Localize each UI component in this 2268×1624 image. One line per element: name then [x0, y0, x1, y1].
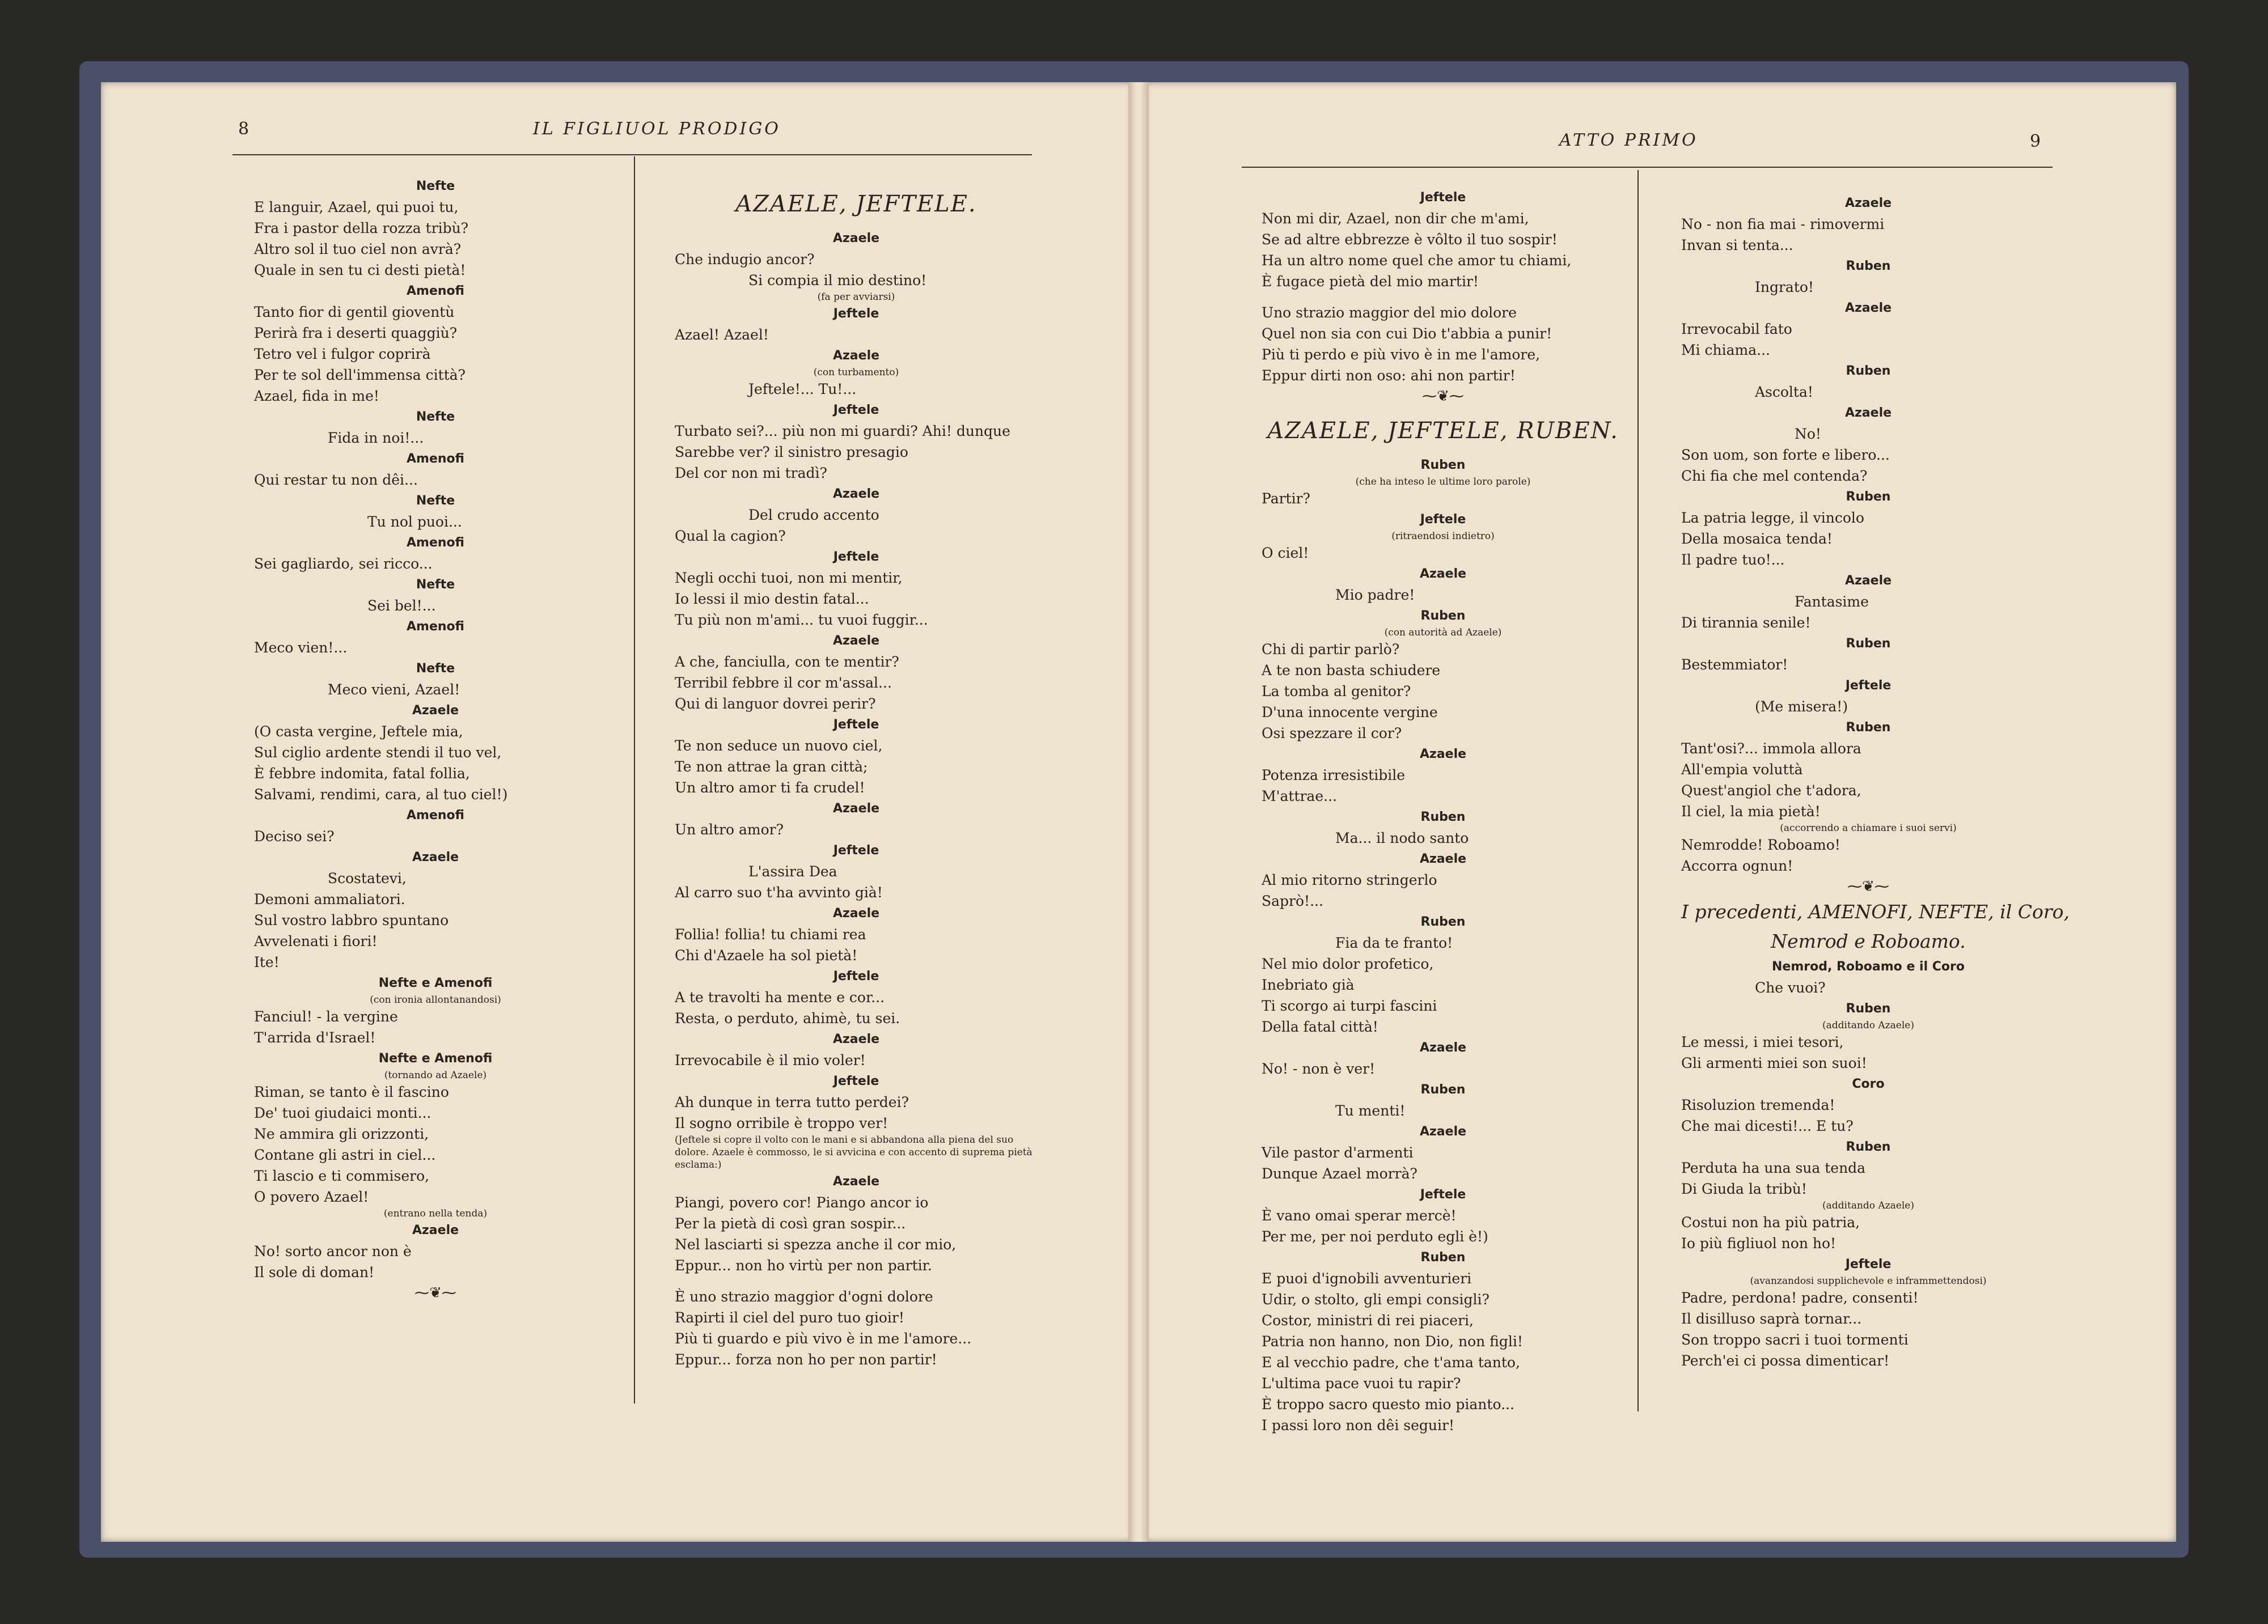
verse-line: Perch'ei ci possa dimenticar!	[1681, 1352, 1890, 1369]
verse-line: Perduta ha una sua tenda	[1681, 1160, 1866, 1176]
verse-line: Azael! Azael!	[675, 327, 769, 343]
verse-line: E languir, Azael, qui puoi tu,	[254, 199, 459, 215]
verse-line: All'empia voluttà	[1681, 761, 1803, 778]
right-column-1	[1262, 187, 1624, 1436]
verse-line: Accorra ognun!	[1681, 858, 1793, 874]
verse-line: Nemrodde! Roboamo!	[1681, 837, 1840, 853]
verse-line: O ciel!	[1262, 545, 1309, 561]
verse-line: Eppur dirti non oso: ahi non partir!	[1262, 367, 1516, 384]
verse-line: Non mi dir, Azael, non dir che m'ami,	[1262, 210, 1529, 227]
verse-line: (O casta vergine, Jeftele mia,	[254, 723, 463, 740]
verse-line: Eppur... forza non ho per non partir!	[675, 1351, 937, 1368]
verse-line: No!	[1795, 426, 1821, 442]
verse-line: Che vuoi?	[1755, 980, 1826, 996]
book-gutter	[1128, 82, 1149, 1542]
verse-line: Sei bel!...	[367, 597, 436, 614]
stanza-gap	[1262, 292, 1624, 302]
speaker-name: Amenofi	[407, 536, 464, 550]
stage-direction: (che ha inteso le ultime loro parole)	[1355, 476, 1531, 487]
verse-line: Al carro suo t'ha avvinto già!	[675, 884, 883, 901]
speaker-name: Azaele	[412, 850, 459, 864]
verse-line: Scostatevi,	[328, 870, 407, 887]
verse-line: T'arrida d'Israel!	[254, 1029, 376, 1046]
verse-line: Te non attrae la gran città;	[675, 758, 868, 775]
verse-line: L'ultima pace vuoi tu rapir?	[1262, 1375, 1461, 1392]
stage-direction: (avanzandosi supplichevole e inframmettendosi)	[1750, 1275, 1987, 1287]
verse-line: Ti lascio e ti commisero,	[254, 1168, 430, 1184]
verse-line: Quel non sia con cui Dio t'abbia a punir!	[1262, 325, 1552, 342]
speaker-name: Nefte	[416, 662, 455, 676]
verse-line: De' tuoi giudaici monti...	[254, 1105, 431, 1121]
verse-line: Più ti perdo e più vivo è in me l'amore,	[1262, 346, 1541, 363]
verse-line: Per la pietà di così gran sospir...	[675, 1215, 906, 1232]
verse-line: Fida in noi!...	[328, 430, 424, 446]
verse-line: I passi loro non dêi seguir!	[1262, 1417, 1454, 1434]
verse-line: Qui restar tu non dêi...	[254, 472, 418, 488]
verse-line: Partir?	[1262, 490, 1310, 507]
verse-line: Per me, per noi perduto egli è!)	[1262, 1228, 1488, 1245]
verse-line: Fra i pastor della rozza tribù?	[254, 220, 469, 236]
speaker-name: Ruben	[1420, 458, 1466, 472]
speaker-name: Ruben	[1420, 609, 1466, 623]
verse-line: Qui di languor dovrei perir?	[675, 696, 876, 712]
verse-line: Si compia il mio destino!	[748, 272, 927, 289]
stage-direction: (accorrendo a chiamare i suoi servi)	[1780, 822, 1957, 834]
verse-line: Ingrato!	[1755, 279, 1814, 295]
stage-direction: (Jeftele si copre il volto con le mani e si abbandona alla piena del suo dolore. Azaele è commosso, le si avvicina e con accento di suprema pietà esclama:)	[675, 1134, 1033, 1171]
verse-line: Tanto fior di gentil gioventù	[254, 304, 455, 320]
left-header-rule	[232, 154, 1032, 155]
right-header-rule	[1242, 167, 2053, 168]
speaker-name: Nefte	[416, 179, 455, 193]
scene-heading: AZAELE, JEFTELE.	[735, 191, 977, 217]
verse-line: L'assira Dea	[748, 863, 837, 880]
verse-line: Potenza irresistibile	[1262, 767, 1406, 783]
verse-line: Il ciel, la mia pietà!	[1681, 803, 1821, 820]
speaker-name: Nemrod, Roboamo e il Coro	[1772, 960, 1965, 974]
verse-line: Tant'osi?... immola allora	[1681, 740, 1861, 757]
speaker-name: Azaele	[832, 634, 880, 648]
verse-line: Per te sol dell'immensa città?	[254, 367, 466, 383]
speaker-name: Jeftele	[1845, 679, 1892, 693]
verse-line: Bestemmiator!	[1681, 656, 1788, 673]
speaker-name: Nefte	[416, 410, 455, 424]
verse-line: Fantasime	[1795, 593, 1869, 610]
verse-line: Ite!	[254, 954, 280, 970]
speaker-name: Azaele	[1844, 196, 1892, 210]
verse-line: M'attrae...	[1262, 788, 1337, 804]
speaker-name: Ruben	[1420, 915, 1466, 929]
speaker-name: Ruben	[1846, 1140, 1891, 1154]
speaker-name: Ruben	[1846, 490, 1891, 504]
verse-line: Salvami, rendimi, cara, al tuo ciel!)	[254, 786, 508, 803]
verse-line: Altro sol il tuo ciel non avrà?	[254, 241, 462, 257]
verse-line: Jeftele!... Tu!...	[748, 381, 857, 397]
speaker-name: Azaele	[832, 487, 880, 501]
verse-line: Un altro amor ti fa crudel!	[675, 779, 865, 796]
speaker-name: Ruben	[1420, 1250, 1466, 1265]
stage-direction: (con ironia allontanandosi)	[370, 994, 501, 1006]
stage-direction: (additando Azaele)	[1822, 1200, 1914, 1211]
speaker-name: Nefte e Amenofi	[378, 1051, 493, 1066]
verse-line: (Me misera!)	[1755, 698, 1848, 715]
verse-line: Meco vieni, Azael!	[328, 681, 460, 698]
verse-line: Vile pastor d'armenti	[1262, 1144, 1414, 1161]
verse-line: Inebriato già	[1262, 977, 1355, 993]
speaker-name: Azaele	[1419, 852, 1467, 866]
verse-line: Di Giuda la tribù!	[1681, 1181, 1807, 1197]
verse-line: Costor, ministri di rei piaceri,	[1262, 1312, 1474, 1329]
speaker-name: Nefte	[416, 494, 455, 508]
verse-line: Al mio ritorno stringerlo	[1262, 872, 1437, 888]
verse-line: Contane gli astri in ciel...	[254, 1147, 436, 1163]
speaker-name: Jeftele	[833, 843, 879, 858]
verse-line: Il padre tuo!...	[1681, 552, 1785, 568]
verse-line: A te travolti ha mente e cor...	[675, 989, 885, 1006]
right-column-2	[1681, 193, 2070, 1371]
speaker-name: Azaele	[1419, 1041, 1467, 1055]
speaker-name: Azaele	[1419, 747, 1467, 761]
speaker-name: Jeftele	[1420, 512, 1466, 527]
verse-line: Della mosaica tenda!	[1681, 531, 1833, 547]
verse-line: Sul vostro labbro spuntano	[254, 912, 449, 928]
speaker-name: Amenofi	[407, 452, 464, 466]
verse-line: Fia da te franto!	[1335, 935, 1453, 951]
speaker-name: Jeftele	[833, 969, 879, 983]
verse-line: Sarebbe ver? il sinistro presagio	[675, 444, 908, 460]
verse-line: Piangi, povero cor! Piango ancor io	[675, 1194, 929, 1211]
scene-heading: AZAELE, JEFTELE, RUBEN.	[1267, 418, 1619, 444]
speaker-name: Azaele	[832, 349, 880, 363]
verse-line: Chi di partir parlò?	[1262, 641, 1400, 658]
verse-line: Della fatal città!	[1262, 1019, 1378, 1035]
verse-line: Del cor non mi tradì?	[675, 465, 827, 481]
verse-line: Rapirti il ciel del puro tuo gioir!	[675, 1309, 904, 1326]
verse-line: Uno strazio maggior del mio dolore	[1262, 304, 1517, 321]
verse-line: Riman, se tanto è il fascino	[254, 1084, 449, 1100]
verse-line: Qual la cagion?	[675, 528, 786, 544]
verse-line: Azael, fida in me!	[254, 388, 379, 404]
left-column-rule	[634, 156, 635, 1403]
verse-line: Patria non hanno, non Dio, non figli!	[1262, 1333, 1523, 1350]
speaker-name: Azaele	[1419, 567, 1467, 581]
verse-line: Il disilluso saprà tornar...	[1681, 1311, 1862, 1327]
speaker-name: Jeftele	[1845, 1257, 1892, 1271]
verse-line: Ne ammira gli orizzonti,	[254, 1126, 429, 1142]
speaker-name: Jeftele	[833, 550, 879, 564]
verse-line: Chi d'Azaele ha sol pietà!	[675, 947, 858, 964]
stage-direction: (tornando ad Azaele)	[384, 1070, 487, 1081]
verse-line: E puoi d'ignobili avventurieri	[1262, 1270, 1472, 1287]
verse-line: Demoni ammaliatori.	[254, 891, 405, 908]
verse-line: È uno strazio maggior d'ogni dolore	[675, 1288, 933, 1305]
verse-line: Che mai dicesti!... E tu?	[1681, 1118, 1854, 1134]
speaker-name: Azaele	[832, 1174, 880, 1189]
stage-direction: (entrano nella tenda)	[383, 1208, 488, 1219]
speaker-name: Jeftele	[1420, 190, 1466, 205]
verse-line: Mi chiama...	[1681, 342, 1770, 358]
verse-line: È vano omai sperar mercè!	[1262, 1207, 1457, 1224]
scene-heading: I precedenti, AMENOFI, NEFTE, il Coro,	[1681, 901, 2070, 923]
verse-line: Del crudo accento	[748, 507, 879, 523]
speaker-name: Jeftele	[833, 307, 879, 321]
right-running-head: ATTO PRIMO	[1559, 130, 1698, 150]
verse-line: Eppur... non ho virtù per non partir.	[675, 1257, 932, 1274]
left-running-head: IL FIGLIUOL PRODIGO	[533, 119, 781, 139]
verse-line: Saprò!...	[1262, 893, 1323, 909]
verse-line: Il sole di doman!	[254, 1264, 375, 1280]
speaker-name: Azaele	[1844, 301, 1892, 315]
speaker-name: Amenofi	[407, 284, 464, 298]
speaker-name: Jeftele	[833, 403, 879, 417]
speaker-name: Amenofi	[407, 808, 464, 822]
verse-line: Padre, perdona! padre, consenti!	[1681, 1290, 1919, 1306]
verse-line: La tomba al genitor?	[1262, 683, 1411, 699]
scene-heading: Nemrod e Roboamo.	[1771, 930, 1966, 952]
speaker-name: Nefte e Amenofi	[378, 976, 493, 990]
speaker-name: Jeftele	[1420, 1188, 1466, 1202]
verse-line: A che, fanciulla, con te mentir?	[675, 654, 899, 670]
verse-line: Nel lasciarti si spezza anche il cor mio,	[675, 1236, 957, 1253]
speaker-name: Ruben	[1846, 1002, 1891, 1016]
verse-line: Avvelenati i fiori!	[254, 933, 378, 949]
verse-line: Il sogno orribile è troppo ver!	[675, 1115, 888, 1131]
verse-line: Costui non ha più patria,	[1681, 1214, 1860, 1231]
verse-line: Io lessi il mio destin fatal...	[675, 591, 869, 607]
verse-line: È febbre indomita, fatal follia,	[254, 765, 470, 782]
verse-line: Son troppo sacri i tuoi tormenti	[1681, 1332, 1909, 1348]
verse-line: Ascolta!	[1755, 384, 1813, 400]
verse-line: Ah dunque in terra tutto perdei?	[675, 1094, 909, 1110]
speaker-name: Ruben	[1846, 259, 1891, 273]
verse-line: Dunque Azael morrà?	[1262, 1165, 1417, 1182]
stanza-gap	[675, 1276, 1038, 1286]
verse-line: Terribil febbre il cor m'assal...	[675, 675, 892, 691]
verse-line: Tu nol puoi...	[367, 514, 462, 530]
verse-line: È fugace pietà del mio martir!	[1262, 273, 1479, 290]
verse-line: Se ad altre ebbrezze è vôlto il tuo sospir!	[1262, 231, 1558, 248]
stage-direction: (con autorità ad Azaele)	[1384, 627, 1502, 638]
verse-line: Perirà fra i deserti quaggiù?	[254, 325, 458, 341]
verse-line: Che indugio ancor?	[675, 251, 815, 268]
verse-line: Tetro vel i fulgor coprirà	[254, 346, 431, 362]
speaker-name: Jeftele	[833, 1074, 879, 1088]
verse-line: Gli armenti miei son suoi!	[1681, 1055, 1867, 1071]
verse-line: O povero Azael!	[254, 1189, 369, 1205]
stage-direction: (additando Azaele)	[1822, 1020, 1914, 1031]
speaker-name: Azaele	[412, 1223, 459, 1237]
verse-line: Son uom, son forte e libero...	[1681, 447, 1890, 463]
speaker-name: Ruben	[1846, 637, 1891, 651]
verse-line: Sul ciglio ardente stendi il tuo vel,	[254, 744, 502, 761]
speaker-name: Coro	[1852, 1077, 1885, 1091]
verse-line: Quest'angiol che t'adora,	[1681, 782, 1861, 799]
speaker-name: Ruben	[1846, 720, 1891, 735]
verse-line: Invan si tenta...	[1681, 237, 1793, 253]
verse-line: Follia! follia! tu chiami rea	[675, 926, 866, 943]
verse-line: Mio padre!	[1335, 587, 1415, 603]
verse-line: Te non seduce un nuovo ciel,	[675, 737, 883, 754]
verse-line: No! sorto ancor non è	[254, 1243, 412, 1260]
verse-line: Sei gagliardo, sei ricco...	[254, 556, 433, 572]
speaker-name: Azaele	[832, 1032, 880, 1046]
right-page-number: 9	[2030, 132, 2041, 151]
verse-line: Deciso sei?	[254, 828, 335, 845]
verse-line: Resta, o perduto, ahimè, tu sei.	[675, 1010, 900, 1027]
speaker-name: Amenofi	[407, 620, 464, 634]
verse-line: Ha un altro nome quel che amor tu chiami,	[1262, 252, 1572, 269]
left-column-1	[254, 176, 617, 1304]
stage-direction: (ritraendosi indietro)	[1391, 531, 1495, 542]
verse-line: Irrevocabile è il mio voler!	[675, 1052, 866, 1068]
verse-line: Chi fia che mel contenda?	[1681, 468, 1868, 484]
speaker-name: Azaele	[1844, 574, 1892, 588]
speaker-name: Azaele	[832, 802, 880, 816]
right-column-rule	[1637, 170, 1639, 1411]
verse-line: Quale in sen tu ci desti pietà!	[254, 262, 466, 278]
verse-line: Nel mio dolor profetico,	[1262, 956, 1434, 972]
speaker-name: Azaele	[1419, 1125, 1467, 1139]
verse-line: È troppo sacro questo mio pianto...	[1262, 1396, 1514, 1413]
verse-line: La patria legge, il vincolo	[1681, 510, 1864, 526]
verse-line: A te non basta schiudere	[1262, 662, 1441, 679]
ornament: ⁓❦⁓	[1422, 388, 1464, 405]
speaker-name: Jeftele	[833, 718, 879, 732]
verse-line: Meco vien!...	[254, 639, 348, 656]
speaker-name: Nefte	[416, 578, 455, 592]
verse-line: Osi spezzare il cor?	[1262, 725, 1402, 741]
verse-line: No - non fia mai - rimovermi	[1681, 216, 1885, 232]
ornament: ⁓❦⁓	[414, 1284, 456, 1301]
verse-line: Un altro amor?	[675, 821, 784, 838]
speaker-name: Azaele	[832, 906, 880, 921]
verse-line: Le messi, i miei tesori,	[1681, 1034, 1844, 1050]
verse-line: Ti scorgo ai turpi fascini	[1262, 998, 1437, 1014]
left-column-2	[675, 180, 1038, 1370]
verse-line: Turbato sei?... più non mi guardi? Ahi! dunque	[675, 423, 1010, 439]
verse-line: Fanciul! - la vergine	[254, 1008, 398, 1025]
verse-line: E al vecchio padre, che t'ama tanto,	[1262, 1354, 1520, 1371]
verse-line: Udir, o stolto, gli empi consigli?	[1262, 1291, 1490, 1308]
verse-line: Io più figliuol non ho!	[1681, 1235, 1837, 1252]
verse-line: Risoluzion tremenda!	[1681, 1097, 1835, 1113]
verse-line: D'una innocente vergine	[1262, 704, 1438, 720]
verse-line: Più ti guardo e più vivo è in me l'amore...	[675, 1330, 972, 1347]
left-page-number: 8	[238, 119, 249, 139]
verse-line: Di tirannia senile!	[1681, 614, 1811, 631]
speaker-name: Azaele	[1844, 406, 1892, 420]
speaker-name: Ruben	[1420, 810, 1466, 824]
verse-line: Tu menti!	[1335, 1103, 1406, 1119]
stage-direction: (con turbamento)	[813, 367, 899, 378]
speaker-name: Ruben	[1846, 364, 1891, 378]
verse-line: Tu più non m'ami... tu vuoi fuggir...	[675, 612, 928, 628]
ornament: ⁓❦⁓	[1847, 878, 1889, 895]
verse-line: Negli occhi tuoi, non mi mentir,	[675, 570, 903, 586]
speaker-name: Azaele	[412, 703, 459, 718]
speaker-name: Azaele	[832, 231, 880, 245]
verse-line: No! - non è ver!	[1262, 1061, 1376, 1077]
verse-line: Ma... il nodo santo	[1335, 830, 1469, 846]
stage-direction: (fa per avviarsi)	[817, 291, 895, 303]
speaker-name: Ruben	[1420, 1083, 1466, 1097]
verse-line: Irrevocabil fato	[1681, 321, 1792, 337]
